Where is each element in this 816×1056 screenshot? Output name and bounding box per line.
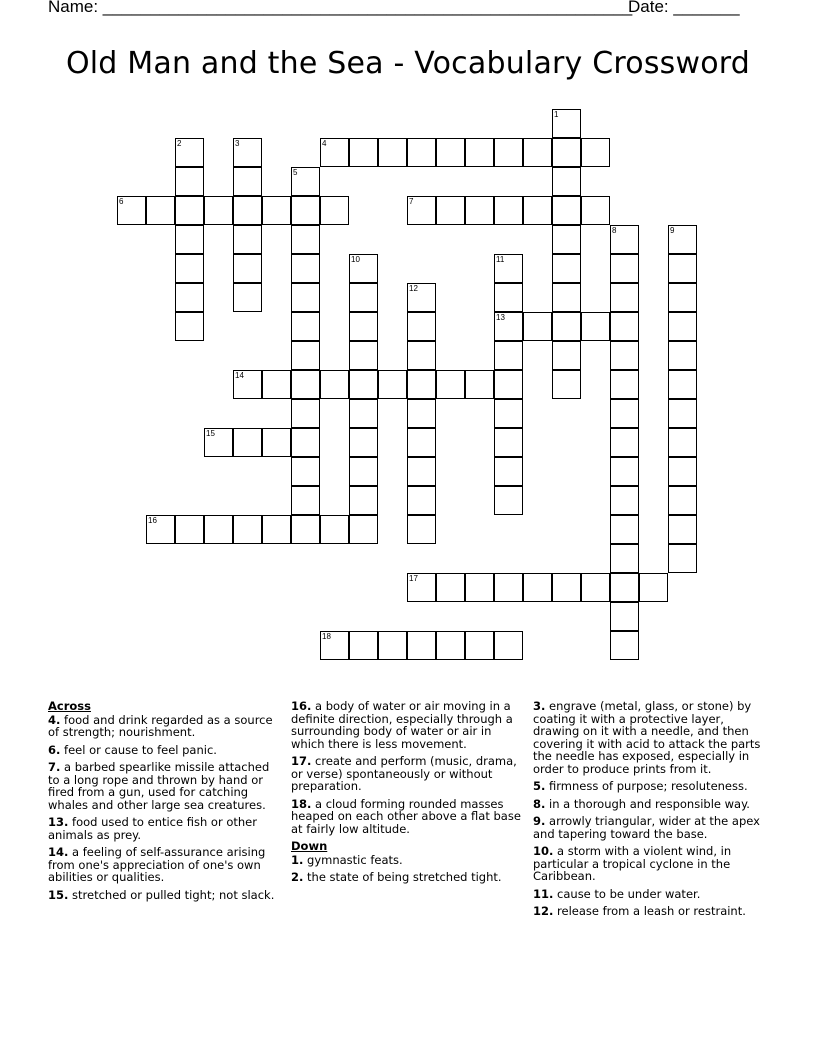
crossword-cell[interactable] [610, 486, 639, 515]
clue-number: 14 [235, 371, 244, 380]
crossword-cell[interactable] [610, 312, 639, 341]
crossword-cell[interactable] [494, 341, 523, 370]
crossword-cell[interactable] [610, 428, 639, 457]
across-clue: 6. feel or cause to feel panic. [48, 742, 217, 757]
crossword-cell[interactable] [291, 399, 320, 428]
crossword-cell[interactable] [465, 631, 494, 660]
crossword-cell[interactable] [349, 515, 378, 544]
down-clue: 8. in a thorough and responsible way. [533, 796, 750, 811]
crossword-cell[interactable] [407, 515, 436, 544]
crossword-cell[interactable] [465, 196, 494, 225]
crossword-cell[interactable] [204, 196, 233, 225]
crossword-cell[interactable] [494, 312, 523, 341]
crossword-cell[interactable] [668, 457, 697, 486]
crossword-cell[interactable] [552, 370, 581, 399]
clue-column-2 [291, 700, 523, 889]
clue-number: 17 [409, 574, 418, 583]
crossword-cell[interactable] [291, 225, 320, 254]
crossword-cell[interactable] [349, 457, 378, 486]
crossword-cell[interactable] [668, 544, 697, 573]
across-clue: 13. food used to entice fish or other animals as prey. [48, 815, 257, 842]
crossword-cell[interactable] [668, 341, 697, 370]
crossword-cell[interactable] [552, 341, 581, 370]
crossword-cell[interactable] [349, 631, 378, 660]
clue-number: 11 [496, 255, 505, 264]
crossword-cell[interactable] [407, 196, 436, 225]
crossword-cell[interactable] [668, 312, 697, 341]
crossword-cell[interactable] [175, 283, 204, 312]
crossword-cell[interactable] [610, 341, 639, 370]
crossword-cell[interactable] [204, 515, 233, 544]
crossword-cell[interactable] [581, 312, 610, 341]
across-clue: 16. a body of water or air moving in a definite direction, especially through a surrounding body of water or air in which there is less movement. [291, 699, 513, 751]
crossword-cell[interactable] [494, 283, 523, 312]
crossword-cell[interactable] [262, 370, 291, 399]
clue-number: 8 [612, 226, 617, 235]
crossword-cell[interactable] [494, 254, 523, 283]
crossword-cell[interactable] [291, 196, 320, 225]
clue-number: 6 [119, 197, 124, 206]
clue-column-3 [533, 700, 763, 923]
crossword-cell[interactable] [552, 225, 581, 254]
crossword-cell[interactable] [581, 196, 610, 225]
crossword-cell[interactable] [320, 515, 349, 544]
crossword-cell[interactable] [291, 167, 320, 196]
crossword-cell[interactable] [291, 341, 320, 370]
crossword-cell[interactable] [494, 428, 523, 457]
crossword-cell[interactable] [639, 573, 668, 602]
crossword-cell[interactable] [262, 428, 291, 457]
crossword-cell[interactable] [262, 196, 291, 225]
crossword-cell[interactable] [233, 196, 262, 225]
crossword-cell[interactable] [436, 573, 465, 602]
across-clue: 4. food and drink regarded as a source of strength; nourishment. [48, 712, 273, 739]
clue-number: 9 [670, 226, 675, 235]
clue-number: 12 [409, 284, 418, 293]
crossword-cell[interactable] [262, 515, 291, 544]
crossword-cell[interactable] [436, 196, 465, 225]
crossword-cell[interactable] [320, 196, 349, 225]
crossword-cell[interactable] [407, 457, 436, 486]
crossword-cell[interactable] [494, 457, 523, 486]
crossword-cell[interactable] [436, 138, 465, 167]
crossword-cell[interactable] [668, 486, 697, 515]
crossword-cell[interactable] [610, 283, 639, 312]
clue-number: 1 [554, 110, 559, 119]
crossword-cell[interactable] [465, 370, 494, 399]
crossword-cell[interactable] [552, 573, 581, 602]
across-clue: 18. a cloud forming rounded masses heaped on each other above a flat base at fairly low altitude. [291, 796, 521, 836]
crossword-cell[interactable] [494, 631, 523, 660]
crossword-cell[interactable] [407, 370, 436, 399]
crossword-cell[interactable] [349, 254, 378, 283]
crossword-cell[interactable] [175, 167, 204, 196]
down-clue: 9. arrowly triangular, wider at the apex and tapering toward the base. [533, 814, 760, 841]
crossword-cell[interactable] [407, 312, 436, 341]
crossword-cell[interactable] [610, 254, 639, 283]
crossword-cell[interactable] [610, 602, 639, 631]
crossword-cell[interactable] [610, 573, 639, 602]
crossword-cell[interactable] [552, 167, 581, 196]
crossword-cell[interactable] [494, 486, 523, 515]
crossword-cell[interactable] [175, 138, 204, 167]
crossword-cell[interactable] [291, 515, 320, 544]
crossword-cell[interactable] [291, 312, 320, 341]
crossword-cell[interactable] [378, 138, 407, 167]
date-field[interactable]: Date: _______ [628, 0, 740, 16]
clue-number: 16 [148, 516, 157, 525]
crossword-cell[interactable] [378, 370, 407, 399]
across-clue: 17. create and perform (music, drama, or verse) spontaneously or without preparation. [291, 754, 517, 793]
crossword-cell[interactable] [407, 631, 436, 660]
crossword-cell[interactable] [175, 254, 204, 283]
across-clue: 7. a barbed spearlike missile attached to a long rope and thrown by hand or fired from a gun, used for catching whales and other large sea creatures. [48, 760, 270, 812]
crossword-cell[interactable] [523, 312, 552, 341]
crossword-cell[interactable] [349, 428, 378, 457]
down-heading: Down [291, 839, 328, 853]
crossword-cell[interactable] [291, 457, 320, 486]
crossword-cell[interactable] [610, 399, 639, 428]
crossword-cell[interactable] [407, 573, 436, 602]
crossword-cell[interactable] [320, 138, 349, 167]
crossword-cell[interactable] [233, 167, 262, 196]
crossword-cell[interactable] [291, 254, 320, 283]
name-field[interactable]: Name: ________________________________________________________ [48, 0, 633, 16]
down-clue: 1. gymnastic feats. [291, 852, 403, 867]
crossword-cell[interactable] [175, 312, 204, 341]
crossword-cell[interactable] [233, 283, 262, 312]
crossword-cell[interactable] [407, 138, 436, 167]
crossword-cell[interactable] [610, 457, 639, 486]
crossword-cell[interactable] [349, 399, 378, 428]
crossword-cell[interactable] [668, 399, 697, 428]
across-heading: Across [48, 699, 91, 713]
crossword-cell[interactable] [668, 428, 697, 457]
crossword-cell[interactable] [552, 283, 581, 312]
clue-number: 3 [235, 139, 240, 148]
crossword-cell[interactable] [494, 399, 523, 428]
crossword-cell[interactable] [494, 196, 523, 225]
crossword-cell[interactable] [436, 370, 465, 399]
crossword-cell[interactable] [349, 283, 378, 312]
across-clue: 14. a feeling of self-assurance arising from one's appreciation of one's own abilities or qualities. [48, 845, 266, 884]
crossword-cell[interactable] [349, 341, 378, 370]
crossword-cell[interactable] [378, 631, 407, 660]
crossword-cell[interactable] [610, 544, 639, 573]
crossword-cell[interactable] [552, 109, 581, 138]
crossword-cell[interactable] [668, 225, 697, 254]
clue-number: 5 [293, 168, 298, 177]
clue-number: 18 [322, 632, 331, 641]
crossword-cell[interactable] [291, 370, 320, 399]
crossword-cell[interactable] [407, 341, 436, 370]
down-clue: 3. engrave (metal, glass, or stone) by coating it with a protective layer, drawing on it with a needle, and then covering it with acid to attack the parts the needle has exposed, especially in order to produce prints from it. [533, 699, 761, 776]
crossword-cell[interactable] [581, 573, 610, 602]
crossword-cell[interactable] [175, 196, 204, 225]
crossword-cell[interactable] [407, 283, 436, 312]
crossword-cell[interactable] [407, 399, 436, 428]
crossword-cell[interactable] [291, 283, 320, 312]
crossword-cell[interactable] [175, 225, 204, 254]
crossword-cell[interactable] [291, 486, 320, 515]
crossword-cell[interactable] [552, 312, 581, 341]
crossword-cell[interactable] [349, 486, 378, 515]
crossword-cell[interactable] [552, 254, 581, 283]
down-clue: 10. a storm with a violent wind, in particular a tropical cyclone in the Caribbean. [533, 844, 732, 883]
crossword-cell[interactable] [233, 225, 262, 254]
crossword-cell[interactable] [465, 573, 494, 602]
crossword-cell[interactable] [581, 138, 610, 167]
crossword-cell[interactable] [117, 196, 146, 225]
crossword-cell[interactable] [407, 428, 436, 457]
crossword-cell[interactable] [552, 138, 581, 167]
clue-number: 10 [351, 255, 360, 264]
crossword-cell[interactable] [291, 428, 320, 457]
crossword-cell[interactable] [668, 283, 697, 312]
crossword-cell[interactable] [668, 515, 697, 544]
down-clue: 5. firmness of purpose; resoluteness. [533, 779, 748, 793]
crossword-cell[interactable] [320, 631, 349, 660]
crossword-cell[interactable] [610, 225, 639, 254]
crossword-cell[interactable] [233, 254, 262, 283]
crossword-cell[interactable] [233, 138, 262, 167]
crossword-cell[interactable] [494, 138, 523, 167]
crossword-cell[interactable] [407, 486, 436, 515]
crossword-cell[interactable] [349, 370, 378, 399]
crossword-cell[interactable] [668, 370, 697, 399]
crossword-cell[interactable] [233, 370, 262, 399]
crossword-cell[interactable] [523, 573, 552, 602]
clue-number: 4 [322, 139, 327, 148]
crossword-cell[interactable] [523, 196, 552, 225]
crossword-cell[interactable] [494, 573, 523, 602]
crossword-cell[interactable] [523, 138, 552, 167]
down-clue: 11. cause to be under water. [533, 886, 701, 901]
crossword-cell[interactable] [233, 515, 262, 544]
crossword-cell[interactable] [349, 312, 378, 341]
crossword-cell[interactable] [349, 138, 378, 167]
down-clue: 2. the state of being stretched tight. [291, 870, 502, 884]
across-clue: 15. stretched or pulled tight; not slack. [48, 887, 275, 902]
crossword-cell[interactable] [146, 515, 175, 544]
crossword-cell[interactable] [233, 428, 262, 457]
crossword-cell[interactable] [465, 138, 494, 167]
clue-number: 2 [177, 139, 182, 148]
clue-number: 7 [409, 197, 414, 206]
crossword-cell[interactable] [175, 515, 204, 544]
clue-number: 15 [206, 429, 215, 438]
crossword-cell[interactable] [204, 428, 233, 457]
clue-number: 13 [496, 313, 505, 322]
page-title: Old Man and the Sea - Vocabulary Crossword [65, 46, 751, 81]
crossword-cell[interactable] [610, 631, 639, 660]
crossword-cell[interactable] [610, 370, 639, 399]
crossword-cell[interactable] [610, 515, 639, 544]
crossword-cell[interactable] [146, 196, 175, 225]
crossword-cell[interactable] [436, 631, 465, 660]
down-clue: 12. release from a leash or restraint. [533, 904, 746, 918]
clue-column-1 [48, 700, 278, 906]
crossword-cell[interactable] [668, 254, 697, 283]
crossword-cell[interactable] [552, 196, 581, 225]
crossword-cell[interactable] [494, 370, 523, 399]
crossword-cell[interactable] [320, 370, 349, 399]
